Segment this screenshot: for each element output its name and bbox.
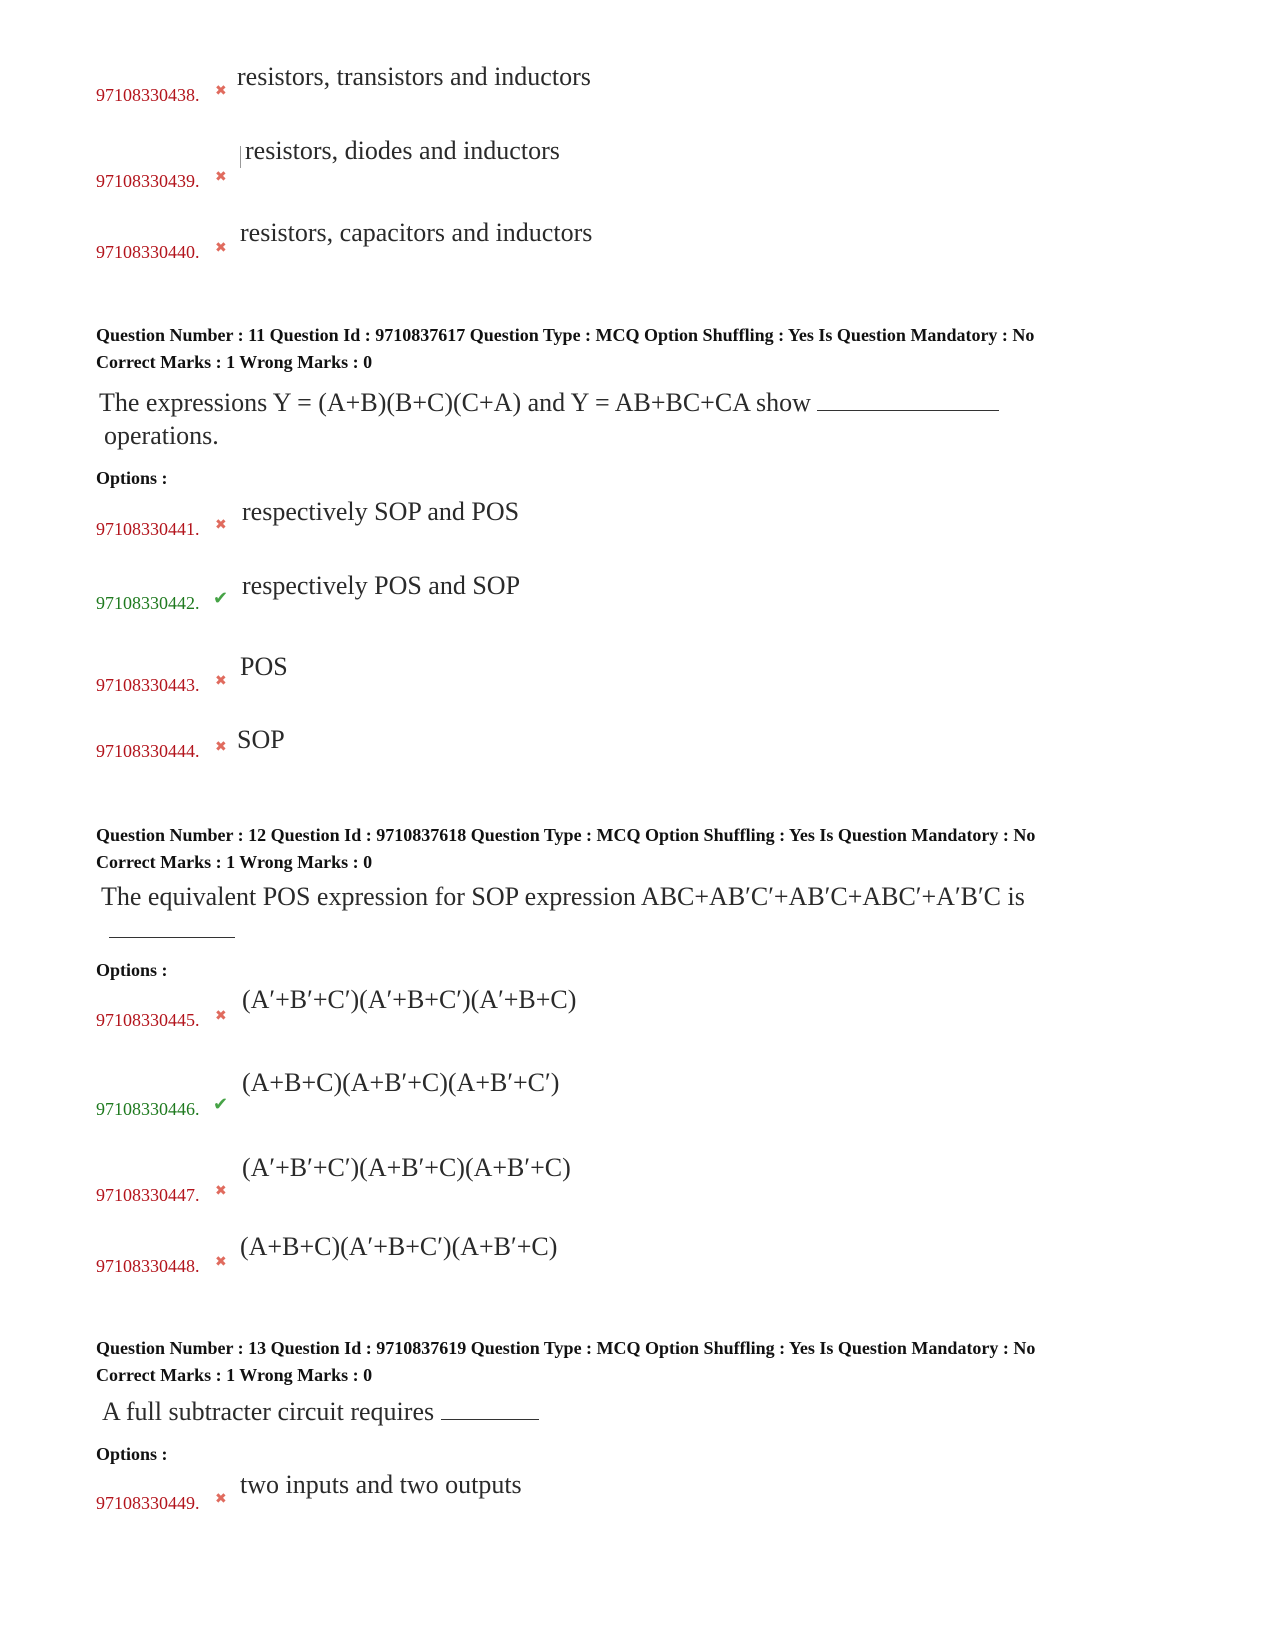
question-text-line: operations. xyxy=(104,421,219,450)
question-meta-line: Question Number : 13 Question Id : 9710837619 Question Type : MCQ Option Shuffling : Yes Is Question Mandatory : No xyxy=(96,1338,1036,1358)
option-text: respectively POS and SOP xyxy=(242,571,521,600)
wrong-mark-icon: ✖ xyxy=(215,1009,227,1024)
option-text: (A′+B′+C′)(A+B′+C)(A+B′+C) xyxy=(242,1153,571,1182)
option-id: 97108330448. xyxy=(96,1256,200,1276)
wrong-mark-icon: ✖ xyxy=(215,1492,227,1507)
option-text: SOP xyxy=(237,725,285,754)
answer-blank xyxy=(441,1419,539,1420)
question-13-meta xyxy=(96,1335,1035,1389)
option-text: POS xyxy=(240,652,288,681)
question-text-line: The expressions Y = (A+B)(B+C)(C+A) and Y = AB+BC+CA show xyxy=(99,388,811,417)
option-text: two inputs and two outputs xyxy=(240,1470,522,1499)
option-text: resistors, capacitors and inductors xyxy=(240,218,593,247)
options-label: Options : xyxy=(96,468,168,488)
question-12-meta xyxy=(96,822,1035,876)
answer-blank xyxy=(817,410,999,411)
option-text: respectively SOP and POS xyxy=(242,497,520,526)
options-label: Options : xyxy=(96,1444,168,1464)
option-id: 97108330439. xyxy=(96,171,200,191)
option-text: resistors, transistors and inductors xyxy=(237,62,591,91)
option-text: (A+B+C)(A+B′+C)(A+B′+C′) xyxy=(242,1068,560,1097)
wrong-mark-icon: ✖ xyxy=(215,674,227,689)
wrong-mark-icon: ✖ xyxy=(215,740,227,755)
question-meta-line: Question Number : 11 Question Id : 9710837617 Question Type : MCQ Option Shuffling : Yes Is Question Mandatory : No xyxy=(96,325,1035,345)
option-text: (A+B+C)(A′+B+C′)(A+B′+C) xyxy=(240,1232,558,1261)
marks-line: Correct Marks : 1 Wrong Marks : 0 xyxy=(96,352,373,372)
answer-blank xyxy=(109,919,235,938)
question-meta-line: Question Number : 12 Question Id : 9710837618 Question Type : MCQ Option Shuffling : Yes Is Question Mandatory : No xyxy=(96,825,1036,845)
marks-line: Correct Marks : 1 Wrong Marks : 0 xyxy=(96,852,373,872)
option-id: 97108330442. xyxy=(96,593,200,613)
wrong-mark-icon: ✖ xyxy=(215,84,227,99)
option-id: 97108330444. xyxy=(96,741,200,761)
question-text-line: The equivalent POS expression for SOP expression ABC+AB′C′+AB′C+ABC′+A′B′C is xyxy=(101,882,1025,911)
option-text: (A′+B′+C′)(A′+B+C′)(A′+B+C) xyxy=(242,985,577,1014)
option-id: 97108330447. xyxy=(96,1185,200,1205)
question-11-text xyxy=(99,386,999,452)
option-id: 97108330446. xyxy=(96,1099,200,1119)
wrong-mark-icon: ✖ xyxy=(215,518,227,533)
correct-check-icon: ✔ xyxy=(213,588,229,608)
option-id: 97108330445. xyxy=(96,1010,200,1030)
wrong-mark-icon: ✖ xyxy=(215,1184,227,1199)
option-id: 97108330440. xyxy=(96,242,200,262)
question-text-line: A full subtracter circuit requires xyxy=(102,1397,435,1426)
correct-check-icon: ✔ xyxy=(213,1094,229,1114)
question-12-text xyxy=(101,880,1025,939)
marks-line: Correct Marks : 1 Wrong Marks : 0 xyxy=(96,1365,373,1385)
question-13-text xyxy=(102,1395,539,1428)
option-id: 97108330449. xyxy=(96,1493,200,1513)
question-11-meta xyxy=(96,322,1034,376)
option-text: resistors, diodes and inductors xyxy=(245,136,560,165)
image-edge-divider xyxy=(240,146,241,168)
wrong-mark-icon: ✖ xyxy=(215,170,227,185)
option-id: 97108330441. xyxy=(96,519,200,539)
options-label: Options : xyxy=(96,960,168,980)
wrong-mark-icon: ✖ xyxy=(215,1255,227,1270)
option-id: 97108330443. xyxy=(96,675,200,695)
wrong-mark-icon: ✖ xyxy=(215,241,227,256)
option-id: 97108330438. xyxy=(96,85,200,105)
